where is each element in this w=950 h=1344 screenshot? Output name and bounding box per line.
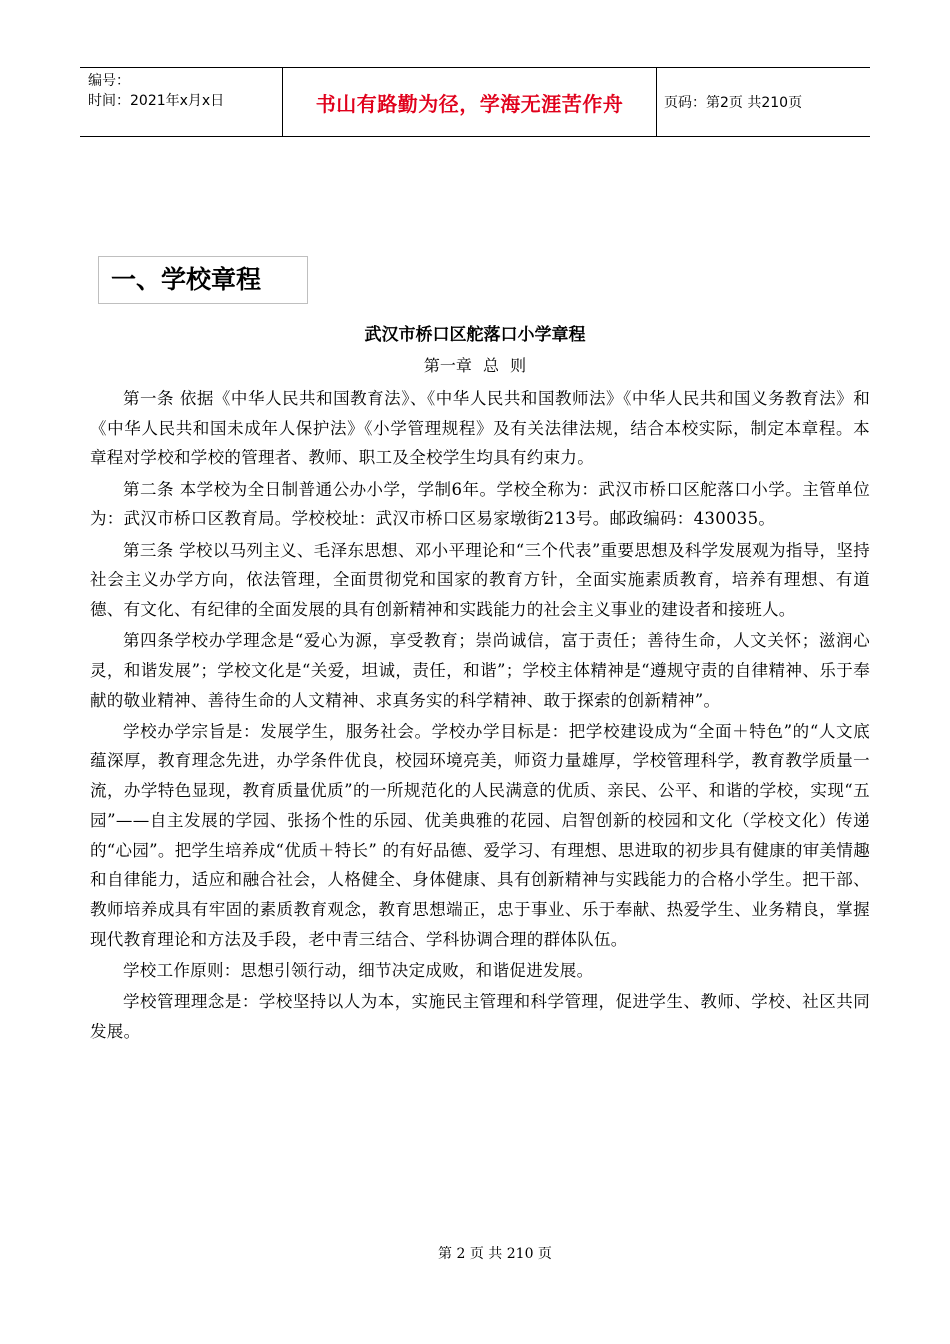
header-page-info: 页码：第2页 共210页 [664, 95, 803, 111]
management-philosophy-paragraph: 学校管理理念是：学校坚持以人为本，实施民主管理和科学管理，促进学生、教师、学校、社区共同发展。 [90, 992, 870, 1041]
header-meta-cell [80, 68, 282, 136]
document-title: 武汉市桥口区舵落口小学章程 [364, 325, 586, 345]
page-header [80, 67, 870, 137]
time-label: 时间：2021年x月x日 [88, 93, 225, 109]
page-footer: 第 2 页 共 210 页 [438, 1246, 552, 1262]
article-3: 第三条 学校以马列主义、毛泽东思想、邓小平理论和“三个代表”重要思想及科学发展观为指导，坚持社会主义办学方向，依法管理，全面贯彻党和国家的教育方针，全面实施素质教育，培养有理想、有道德、有文化、有纪律的全面发展的具有创新精神和实践能力的社会主义事业的建设者和接班人。 [90, 540, 870, 619]
article-2: 第二条 本学校为全日制普通公办小学，学制6年。学校全称为：武汉市桥口区舵落口小学。主管单位为：武汉市桥口区教育局。学校校址：武汉市桥口区易家墩街213号。邮政编码：430035。 [90, 479, 870, 529]
document-body [90, 384, 870, 1048]
serial-number-label: 编号： [88, 73, 130, 89]
work-principles-paragraph: 学校工作原则：思想引领行动，细节决定成败，和谐促进发展。 [123, 960, 594, 980]
school-purpose-paragraph: 学校办学宗旨是：发展学生，服务社会。学校办学目标是：把学校建设成为“全面＋特色”的“人文底蕴深厚，教育理念先进，办学条件优良，校园环境亮美，师资力量雄厚，学校管理科学，教育教学质量一流，办学特色显现，教育质量优质”的一所规范化的人民满意的优质、亲民、公平、和谐的学校，实现“五园”——自主发展的学园、张扬个性的乐园、优美典雅的花园、启智创新的校园和文化（学校文化）传递的“心园”。把学生培养成“优质＋特长” 的有好品德、爱学习、有理想、思进取的初步具有健康的审美情趣和自律能力，适应和融合社会，人格健全、身体健康、具有创新精神与实践能力的合格小学生。把干部、教师培养成具有牢固的素质教育观念，教育思想端正，忠于事业、乐于奉献、热爱学生、业务精良，掌握现代教育理论和方法及手段，老中青三结合、学科协调合理的群体队伍。 [90, 721, 870, 949]
article-1: 第一条 依据《中华人民共和国教育法》、《中华人民共和国教师法》《中华人民共和国义务教育法》和《中华人民共和国未成年人保护法》《小学管理规程》及有关法律法规，结合本校实际，制定本章程。本章程对学校和学校的管理者、教师、职工及全校学生均具有约束力。 [90, 389, 870, 468]
section-heading: 一、学校章程 [98, 256, 308, 304]
header-motto: 书山有路勤为径，学海无涯苦作舟 [282, 68, 657, 136]
article-4: 第四条学校办学理念是“爱心为源，享受教育；崇尚诚信，富于责任；善待生命，人文关怀；滋润心灵，和谐发展”；学校文化是“关爱，坦诚，责任，和谐”；学校主体精神是“遵规守责的自律精神、乐于奉献的敬业精神、善待生命的人文精神、求真务实的科学精神、敢于探索的创新精神”。 [90, 631, 870, 710]
chapter-title: 第一章 总 则 [423, 356, 527, 375]
